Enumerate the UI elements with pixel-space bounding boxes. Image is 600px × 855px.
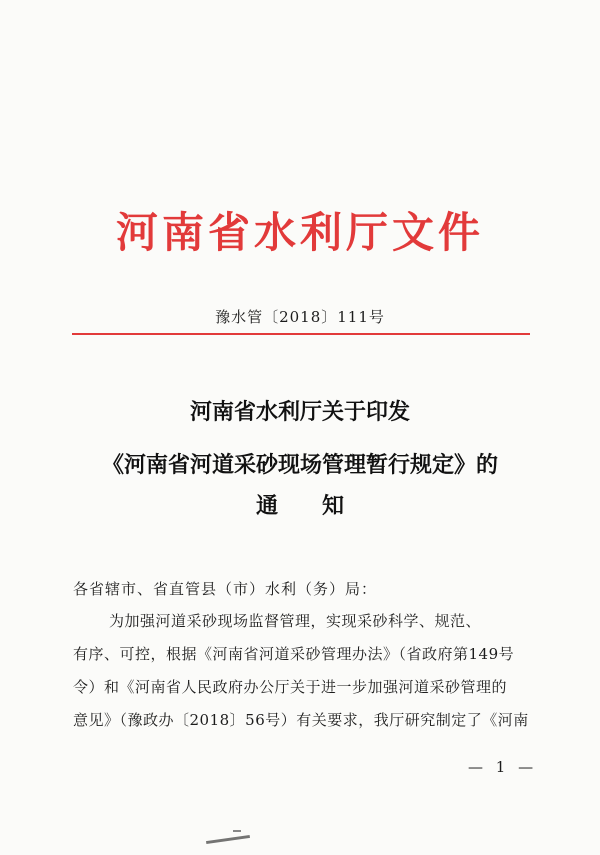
scan-artifact-mark: [206, 835, 250, 844]
red-divider-line: [72, 333, 530, 335]
notice-title-line-2: 《河南省河道采砂现场管理暂行规定》的: [101, 452, 498, 478]
paragraph-line: 令）和《河南省人民政府办公厅关于进一步加强河道采砂管理的: [73, 678, 508, 696]
page-number: — 1 —: [468, 758, 538, 776]
notice-title-line-1: 河南省水利厅关于印发: [189, 399, 410, 425]
addressee-line: 各省辖市、省直管县（市）水利（务）局：: [73, 580, 378, 598]
document-number: 豫水管〔2018〕111号: [215, 308, 385, 326]
notice-title-line-3: 通 知: [255, 493, 344, 519]
paragraph-line: 意见》（豫政办〔2018〕56号）有关要求，我厅研究制定了《河南: [73, 711, 529, 729]
paragraph-line: 为加强河道采砂现场监督管理，实现采砂科学、规范、: [109, 612, 482, 630]
document-header-title: 河南省水利厅文件: [115, 208, 484, 257]
paragraph-line: 有序、可控，根据《河南省河道采砂管理办法》（省政府第149号: [73, 645, 515, 663]
scan-artifact-mark: [233, 830, 241, 832]
body-paragraph: [73, 605, 533, 737]
